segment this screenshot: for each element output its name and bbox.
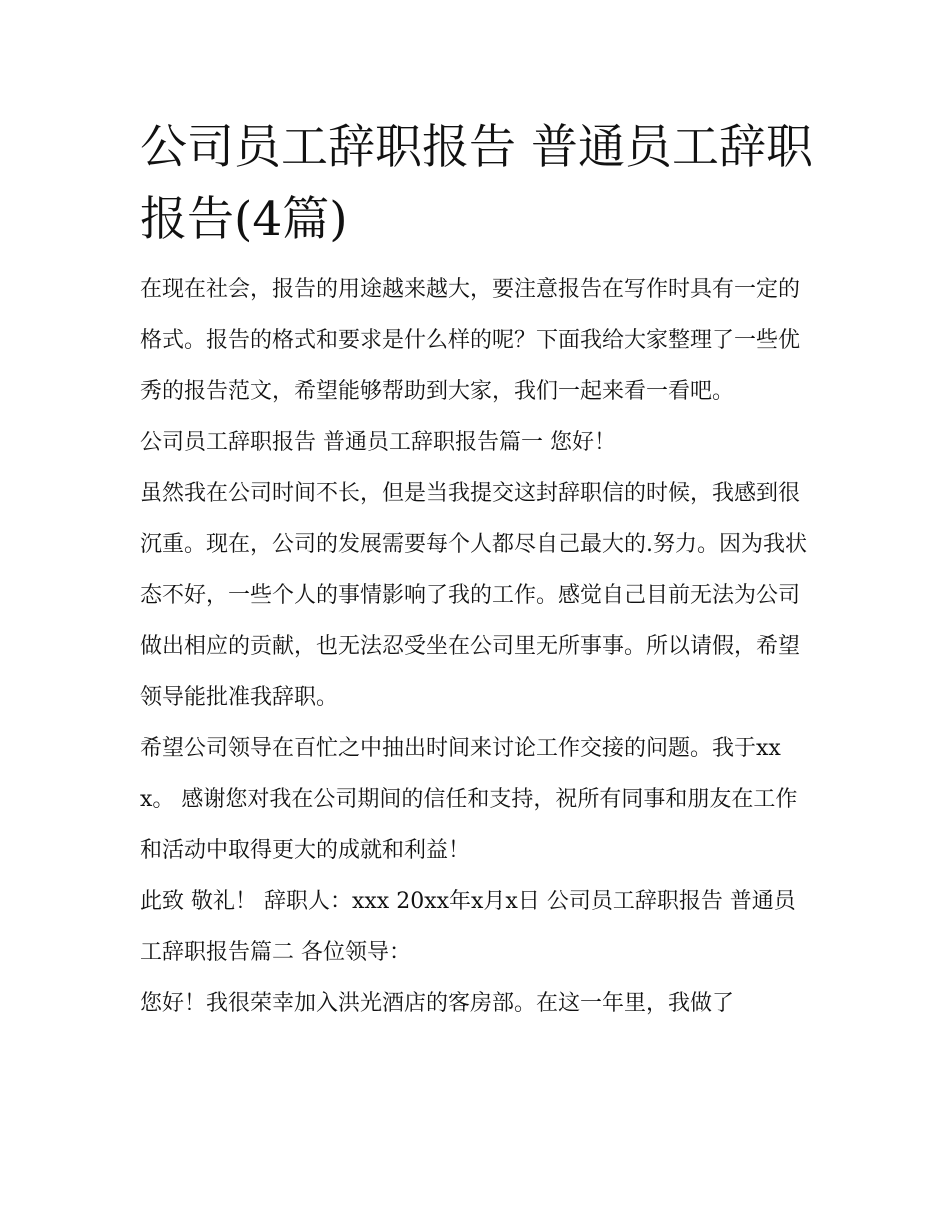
paragraph-section-two-start: 您好！我很荣幸加入洪光酒店的客房部。在这一年里，我做了 xyxy=(140,991,735,1016)
paragraph-handover-thanks: 希望公司领导在百忙之中抽出时间来讨论工作交接的问题。我于xxx。 感谢您对我在公司期间的信任和支持，祝所有同事和朋友在工作和活动中取得更大的成就和利益！ xyxy=(140,736,798,863)
paragraph-resignation-reason: 虽然我在公司时间不长，但是当我提交这封辞职信的时候，我感到很沉重。现在，公司的发展需要每个人都尽自己最大的.努力。因为我状态不好，一些个人的事情影响了我的工作。感觉自己目前无法为公司做出相应的贡献，也无法忍受坐在公司里无所事事。所以请假，希望领导能批准我辞职。 xyxy=(140,481,807,710)
document-title: 公司员工辞职报告 普通员工辞职报告(4篇) xyxy=(140,120,813,247)
paragraph-closing-and-section-two: 此致 敬礼！ 辞职人：xxx 20xx年x月x日 公司员工辞职报告 普通员工辞职报告篇二 各位领导： xyxy=(140,889,796,965)
paragraph-intro: 在现在社会，报告的用途越来越大，要注意报告在写作时具有一定的格式。报告的格式和要求是什么样的呢？下面我给大家整理了一些优秀的报告范文，希望能够帮助到大家，我们一起来看一看吧。 xyxy=(140,277,801,404)
document-body xyxy=(140,112,815,1029)
paragraph-section-one-heading: 公司员工辞职报告 普通员工辞职报告篇一 您好！ xyxy=(140,430,616,455)
